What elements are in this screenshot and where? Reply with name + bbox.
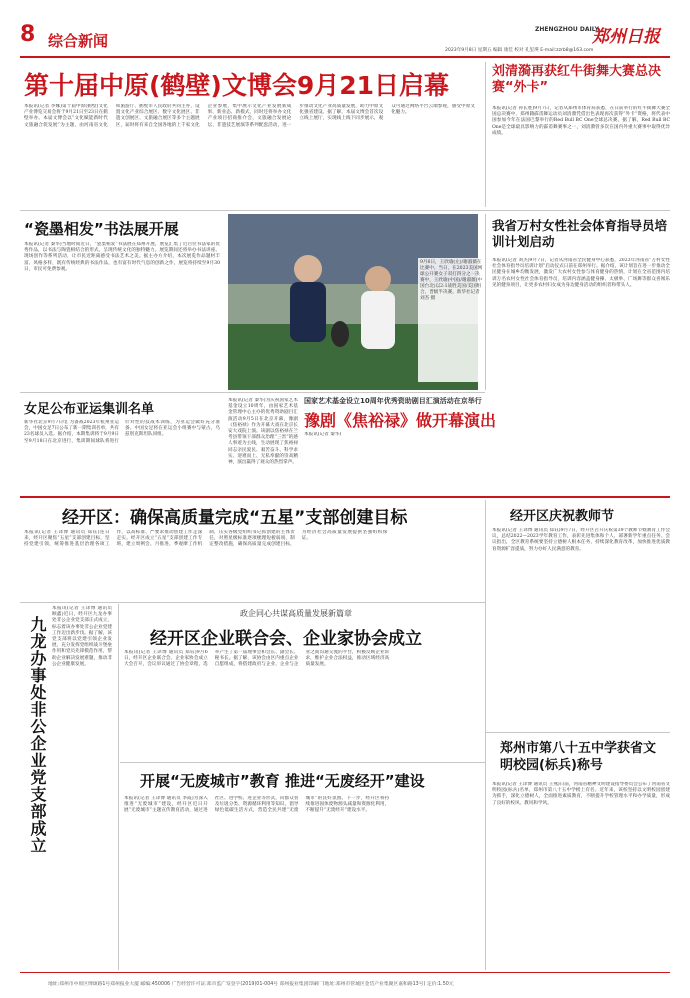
women-guide-body: 本报讯(记者 刘杰)9月7日，记者从河南省全民健身中心获悉，2023年河南省“万村女性社会体育指导员培训计划”启动仪式日前在郑州举行。据介绍，该计划旨在进一步推动全民健身在城乡均衡发展，激发广大农村女性参与体育健身的热情，计划在全省范围内培训万名农村女性社会体育指导员，培训内容涵盖健身操、太极拳、广场舞等群众喜闻乐见的健身项目，让更多农村妇女成为身边健身活动的组织者和带头人。 (492, 258, 670, 288)
lead-body: 本报讯(记者 李娜)第十届中原(鹤壁)文化产业博览交易会将于9月21日至23日在鹤壁举办。本届文博会以“文化赋能新时代 文旅融合促发展”为主题，由河南省文化和旅游厅、鹤壁市人民政府共同主办，设置文化产业综合展区、数字文化展区、非遗文创展区、文旅融合展区等多个主题展区，届时将有来自全国各地的上千家文化企业参展，集中展示文化产业发展新成果、新业态、新模式，同时还将举办文化产业项目招商推介会、文旅融合发展论坛、非遗技艺展演等系列配套活动，进一步推动文化产业高质量发展，助力中原文化强省建设。据了解，本届文博会首次设立线上展厅，实现线上线下同步展示，观众可通过网络平台云端参观，感受中原文化魅力。 (24, 104, 475, 128)
row-rule-1 (20, 210, 670, 211)
federation-body: 本报讯(记者 王译博 通讯员 郑钰)9月6日，经开区企业联合会、企业家协会成立大会召开，会议审议通过了协会章程，选举产生了第一届理事会和会长、副会长、秘书长。据了解，该协会由区内重点企业自愿组成，将搭建政府与企业、企业与企业之间沟通交流的平台，积极反映企业诉求，维护企业合法权益，推动区域经济高质量发展。 (124, 650, 390, 668)
col-divider-4 (118, 604, 119, 970)
lead-headline: 第十届中原(鹤壁)文博会9月21日启幕 (24, 71, 450, 100)
footer-rule (20, 972, 670, 973)
section-title: 综合新闻 (48, 32, 109, 50)
federation-title: 经开区企业联合会、企业家协会成立 (150, 629, 422, 649)
header-rule (20, 56, 670, 58)
asian-games-body: 新华社北京9月7日电 为备战2023年杭州亚运会，中国女足7日公布了新一期集训名单，共有23名球员入选。据介绍，本期集训将于9月9日至9月18日在北京进行，集训期间球队将进行针对性的技战术训练，为亚运会做好充分准备。中国女足将在亚运会小组赛中与蒙古、乌兹别克斯坦队同组。 (24, 420, 220, 444)
paper-logo: 郑州日报 (592, 27, 660, 47)
art-fund-body: 本报讯(记者 秦华) (304, 432, 342, 437)
calligraphy-body: 本报讯(记者 秦华)当地时间近日，“瓷墨相发”书法展在郑州开展，展览汇集了近百位书法家的优秀作品，以书法与陶瓷相结合的形式，呈现传统文化的独特魅力。展览期间还将举办书法讲座、现场创作等系列活动，让市民近距离感受书法艺术之美。据主办方介绍，本次展览作品题材丰富、风格多样，既有传统经典的书法作品，也有富有时代气息的创新之作，展览将持续至9月30日，市民可免费参观。 (24, 242, 220, 272)
row-rule-6 (486, 732, 670, 733)
party-body: 本报讯(记者 王译博 通讯员 郑钰)连日来，经开区聚焦“五星”支部创建目标，坚持党建引领，统筹推进基层治理各项工作，以高标准、严要求推动创建工作走深走实。经开区成立“五星”支部创建工作专班，建立周例会、月推进、季观摩工作机制，压实各级党组织书记抓创建的主体责任，对照星级标准逐项梳理短板弱项，制定整改措施，确保高质量完成创建目标，为经济社会高质量发展提供坚强组织保证。 (24, 530, 388, 548)
col-divider-2 (485, 214, 486, 390)
women-guide-title: 我省万村女性社会体育指导员培训计划启动 (492, 218, 668, 249)
teachers-day-body: 本报讯(记者 王译博 通讯员 郑钰)9月7日，经开区召开庆祝第39个教师节暨教育工作会议，总结2022—2023学年教育工作，表彰先进集体和个人，部署新学年重点任务。会议指出，全区教育系统要坚持立德树人根本任务，持续深化教育改革，加快推进优质教育资源扩容提质，努力办好人民满意的教育。 (492, 528, 670, 552)
paper-english-name: ZHENGZHOU DAILY (535, 26, 599, 33)
party-title: 经开区：确保高质量完成“五星”支部创建目标 (62, 508, 408, 528)
wufei-body: 本报讯(记者 王译博 通讯员 李霞)为深入推进“无废城市”建设，经开区近日开展“无废城市”主题宣传教育活动，通过进社区、进学校、进企业等形式，向群众普及垃圾分类、资源循环利用等知识，倡导绿色低碳生活方式，营造全民共建“无废城市”的良好氛围。下一步，经开区将持续推进固体废物源头减量和资源化利用，不断提升“无废经开”建设水平。 (124, 796, 390, 814)
jiulong-body: 本报讯(记者 王译博 通讯员 顾鑫)近日，经开区九龙办事处非公企业党支部正式成立，标志着该办事处非公企业党建工作迈出新步伐。据了解，该党支部将以党建引领企业发展，充分发挥党组织战斗堡垒作用和党员先锋模范作用，帮助企业解决发展难题，推动非公企业健康发展。 (52, 606, 112, 667)
wufei-title: 开展“无废城市”教育 推进“无废经开”建设 (140, 772, 425, 790)
art-fund-side: 本报讯(记者 秦华)为庆祝国家艺术基金设立10周年，由国家艺术基金管理中心主办的优秀资助剧目汇演活动9月5日在北京开幕，豫剧《焦裕禄》作为开幕大戏在北京长安大戏院上演。该剧以焦裕禄在兰考县带领干部群众治理“三害”的感人事迹为主线，生动展现了焦裕禄同志亲民爱民、艰苦奋斗、科学求实、迎难而上、无私奉献的崇高精神，演出赢得了观众的热烈掌声。 (228, 398, 298, 466)
row-rule-2 (20, 392, 485, 393)
art-fund-kicker: 国家艺术基金设立10周年优秀资助剧目汇演活动在京举行 (304, 397, 482, 405)
asian-games-title: 女足公布亚运集训名单 (24, 402, 155, 417)
calligraphy-title: “瓷墨相发”书法展开展 (24, 220, 179, 238)
photo-caption: 9月6日，王欣瑜(左)/谢淑薇在比赛中。当日，在2023美国网球公开赛女子双打四分之一决赛中，王欣瑜(中国)/谢淑薇(中国台北)以2:1战胜美国/美国组合，晋级半决赛。新华社记者 刘杰 摄 (418, 258, 486, 382)
federation-kicker: 政企同心共谋高质量发展新篇章 (240, 609, 352, 618)
date-line: 2023年9月8日 星期五 编辑 康佳 校对 孔玺瑛 E-mail:zzrb8@163.com (445, 48, 594, 53)
page-number: 8 (20, 22, 36, 47)
art-fund-title: 豫剧《焦裕禄》做开幕演出 (304, 411, 497, 430)
wenming-title: 郑州市第八十五中学获省文明校园(标兵)称号 (500, 741, 657, 773)
row-rule-4 (20, 602, 485, 603)
col-divider-3 (485, 500, 486, 970)
teachers-day-title: 经开区庆祝教师节 (510, 509, 615, 524)
jiulong-title: 九龙办事处非公企业党支部成立 (28, 616, 47, 854)
row-rule-3 (20, 496, 670, 498)
footer-info: 地址:郑州市中原区博颂路1号郑州报业大厦 邮编:450006 广告经营许可证:郑市监广发登字(2019)01-004号 郑州报业集团印刷厂(地址:郑州市管城区金岱产业集聚区嘉和路13号) 定价:1.50元 (48, 982, 454, 987)
wenming-body: 本报讯(记者 王译博 通讯员 王燕)日前，河南省精神文明建设指导委员会公布了河南省文明校园(标兵)名单，郑州市第八十五中学榜上有名。近年来，该校坚持以文明校园创建为抓手，深化立德树人，全面推进素质教育，不断提升学校管理水平和办学质量，形成了良好的校风、教风和学风。 (492, 782, 670, 806)
sidebar1-title-1: 刘清漪再获红牛街舞大赛总决赛“外卡” (492, 64, 662, 95)
col-divider (485, 62, 486, 207)
row-rule-5 (120, 762, 485, 763)
sidebar1-body: 本报讯(记者 孙长胜)9月7日，记者从郑州市体育局获悉，在日前举行的红牛街舞大赛全国总决赛中，郑州籍霹雳舞运动员刘清漪凭借出色表现再次获得“外卡”资格，将代表中国参加今年在法国巴黎举行的Red Bull BC One全球总决赛。据了解，Red Bull BC One是全球最具影响力的霹雳舞赛事之一，刘清漪曾多次在国内外重大赛事中取得优异成绩。 (492, 106, 670, 136)
